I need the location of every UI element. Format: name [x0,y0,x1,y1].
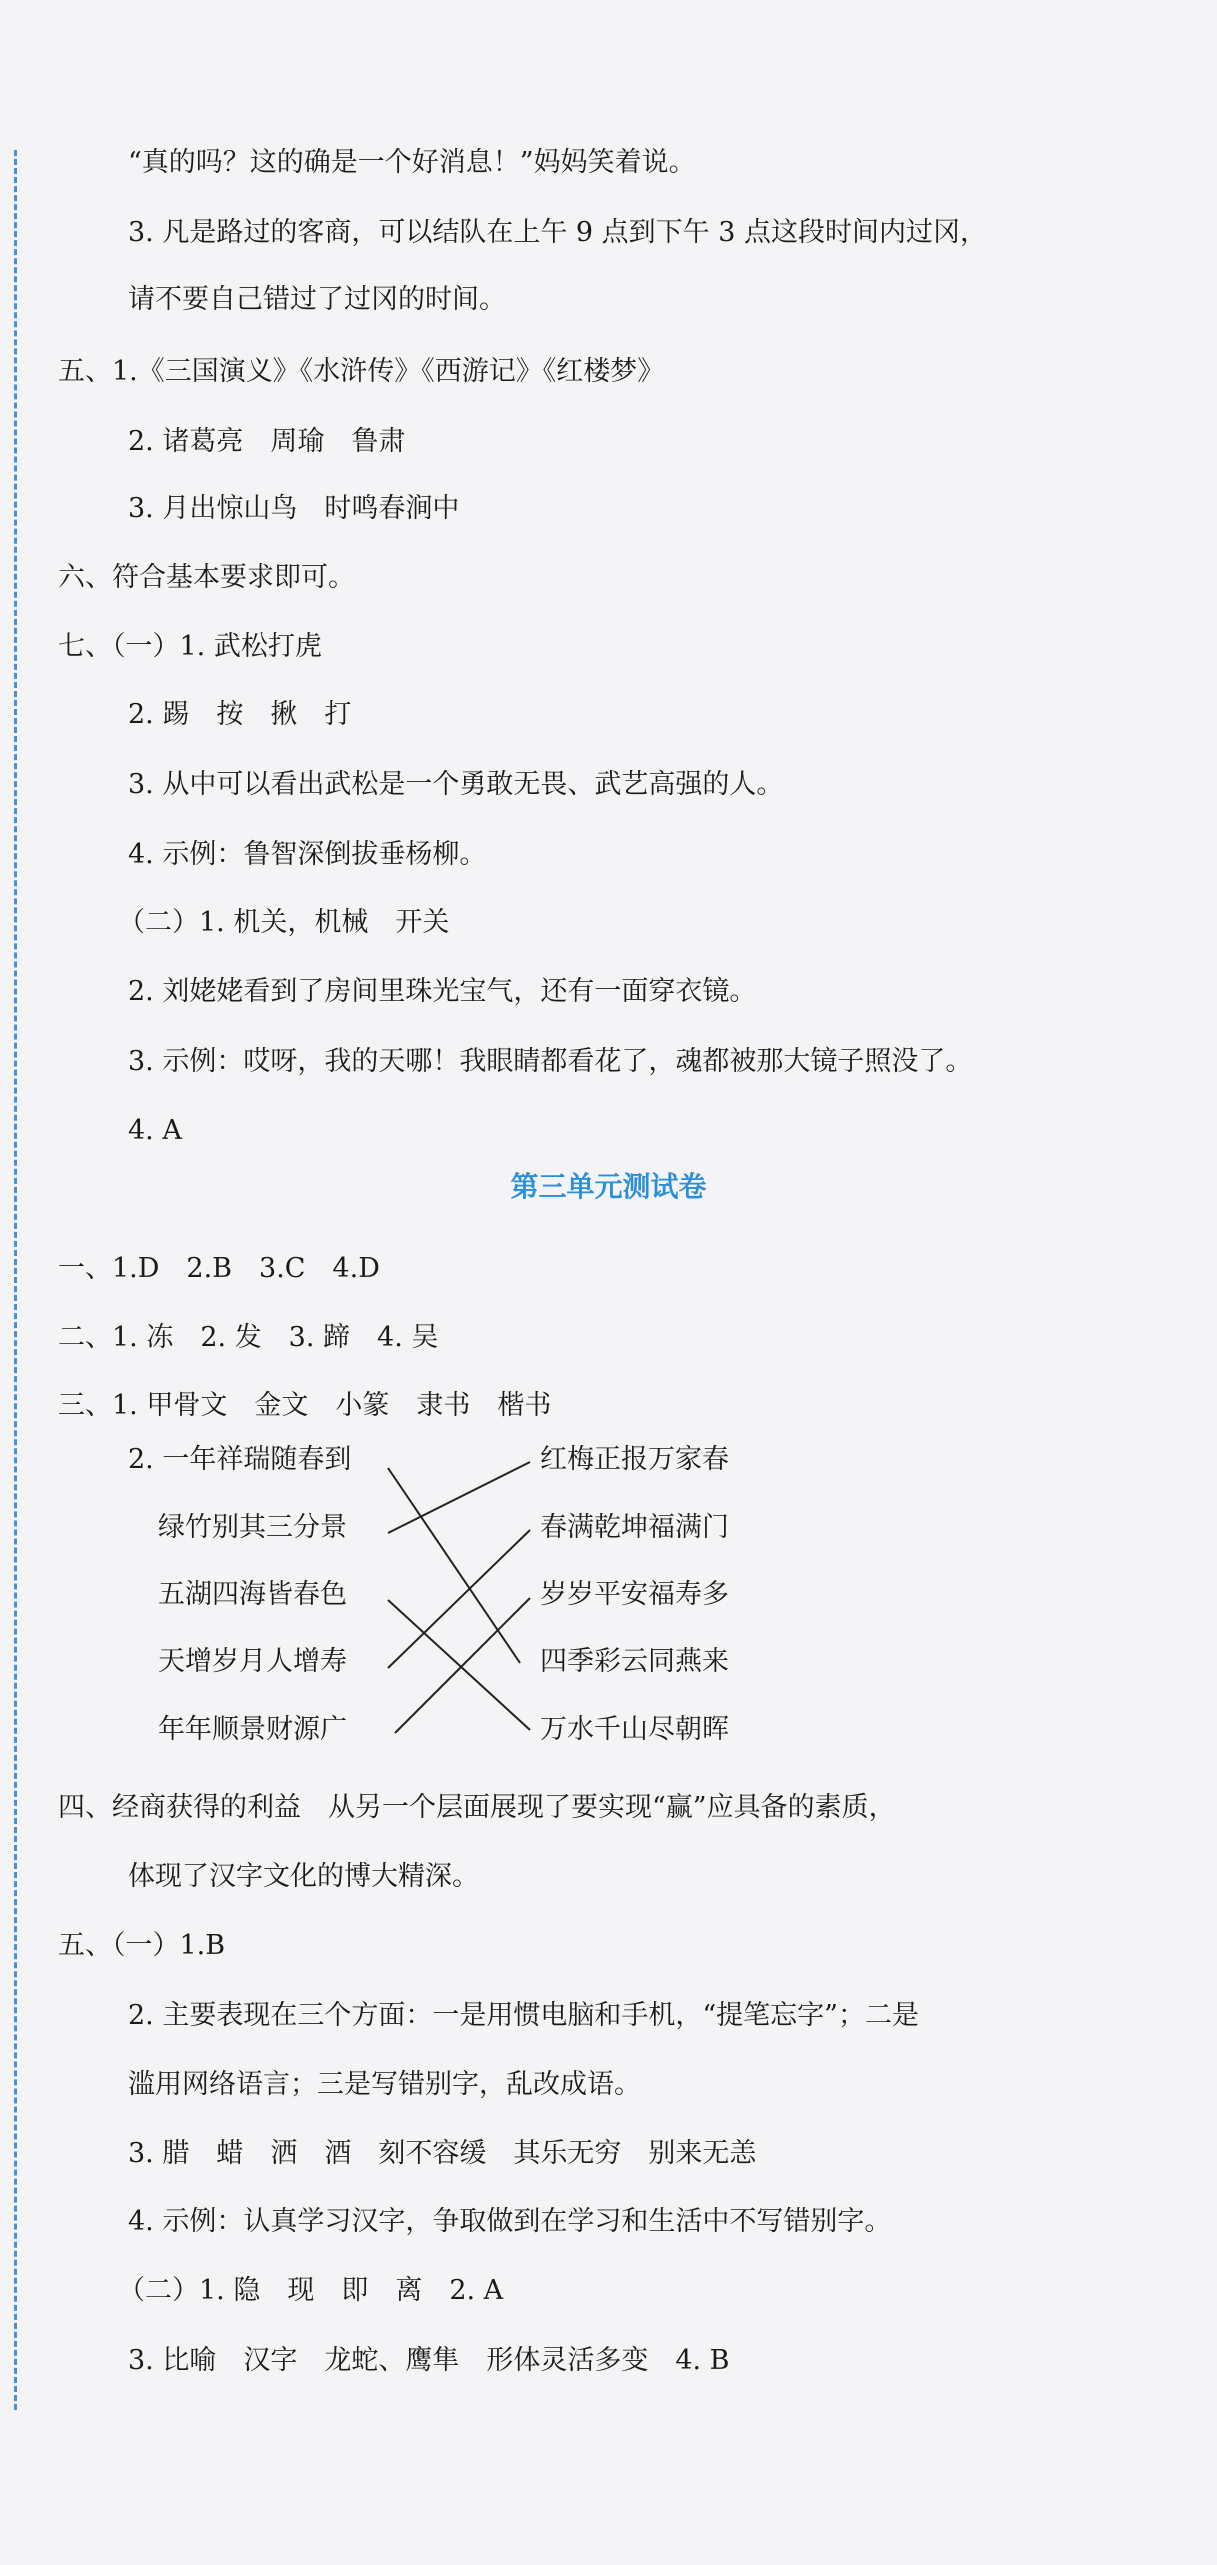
match-left-item: 绿竹别其三分景 [158,1512,347,1543]
answer-line: 六、符合基本要求即可。 [58,562,355,593]
match-right-item: 红梅正报万家春 [540,1444,729,1475]
answer-line: 3. 凡是路过的客商，可以结队在上午 9 点到下午 3 点这段时间内过冈， [128,217,988,248]
match-right-item: 万水千山尽朝晖 [540,1714,729,1745]
match-right-item: 四季彩云同燕来 [540,1646,729,1677]
answer-line: （二）1. 机关，机械 开关 [118,907,450,938]
answer-line: 2. 踢 按 揪 打 [128,699,352,730]
answer-line: 一、1.D 2.B 3.C 4.D [58,1253,380,1284]
answer-line: 4. A [128,1115,182,1146]
answer-line: （二）1. 隐 现 即 离 2. A [118,2275,504,2306]
answer-line: 3. 比喻 汉字 龙蛇、鹰隼 形体灵活多变 4. B [128,2345,730,2376]
match-left-item: 2. 一年祥瑞随春到 [128,1444,352,1475]
answer-line: 五、1.《三国演义》《水浒传》《西游记》《红楼梦》 [58,356,665,387]
match-line [388,1462,530,1533]
match-line [388,1468,520,1663]
answer-line: 四、经商获得的利益 从另一个层面展现了要实现“赢”应具备的素质， [58,1792,896,1823]
answer-line: 滥用网络语言；三是写错别字，乱改成语。 [128,2069,641,2100]
answer-line: 三、1. 甲骨文 金文 小篆 隶书 楷书 [58,1390,552,1421]
match-left-item: 天增岁月人增寿 [158,1646,347,1677]
answer-line: 3. 示例：哎呀，我的天哪！我眼睛都看花了，魂都被那大镜子照没了。 [128,1046,973,1077]
answer-line: 3. 腊 蜡 洒 酒 刻不容缓 其乐无穷 别来无恙 [128,2138,757,2169]
match-left-item: 年年顺景财源广 [158,1714,347,1745]
answer-line: 请不要自己错过了过冈的时间。 [128,284,506,315]
answer-line: 3. 月出惊山鸟 时鸣春涧中 [128,493,460,524]
answer-line: 4. 示例：认真学习汉字，争取做到在学习和生活中不写错别字。 [128,2206,892,2237]
match-right-item: 岁岁平安福寿多 [540,1579,729,1610]
answer-line: 3. 从中可以看出武松是一个勇敢无畏、武艺高强的人。 [128,769,784,800]
answer-line: 七、（一）1. 武松打虎 [58,631,322,662]
answer-line: 2. 主要表现在三个方面：一是用惯电脑和手机，“提笔忘字”；二是 [128,2000,919,2031]
match-right-item: 春满乾坤福满门 [540,1512,729,1543]
answer-line: 4. 示例：鲁智深倒拔垂杨柳。 [128,839,487,870]
answer-line: “真的吗？这的确是一个好消息！”妈妈笑着说。 [128,147,696,178]
match-left-item: 五湖四海皆春色 [158,1579,347,1610]
answer-line: 2. 诸葛亮 周瑜 鲁肃 [128,426,406,457]
answer-line: 2. 刘姥姥看到了房间里珠光宝气，还有一面穿衣镜。 [128,976,757,1007]
section-title: 第三单元测试卷 [510,1170,707,1203]
answer-line: 体现了汉字文化的博大精深。 [128,1861,479,1892]
answer-line: 二、1. 冻 2. 发 3. 蹄 4. 吴 [58,1322,439,1353]
answer-line: 五、（一）1.B [58,1930,226,1961]
